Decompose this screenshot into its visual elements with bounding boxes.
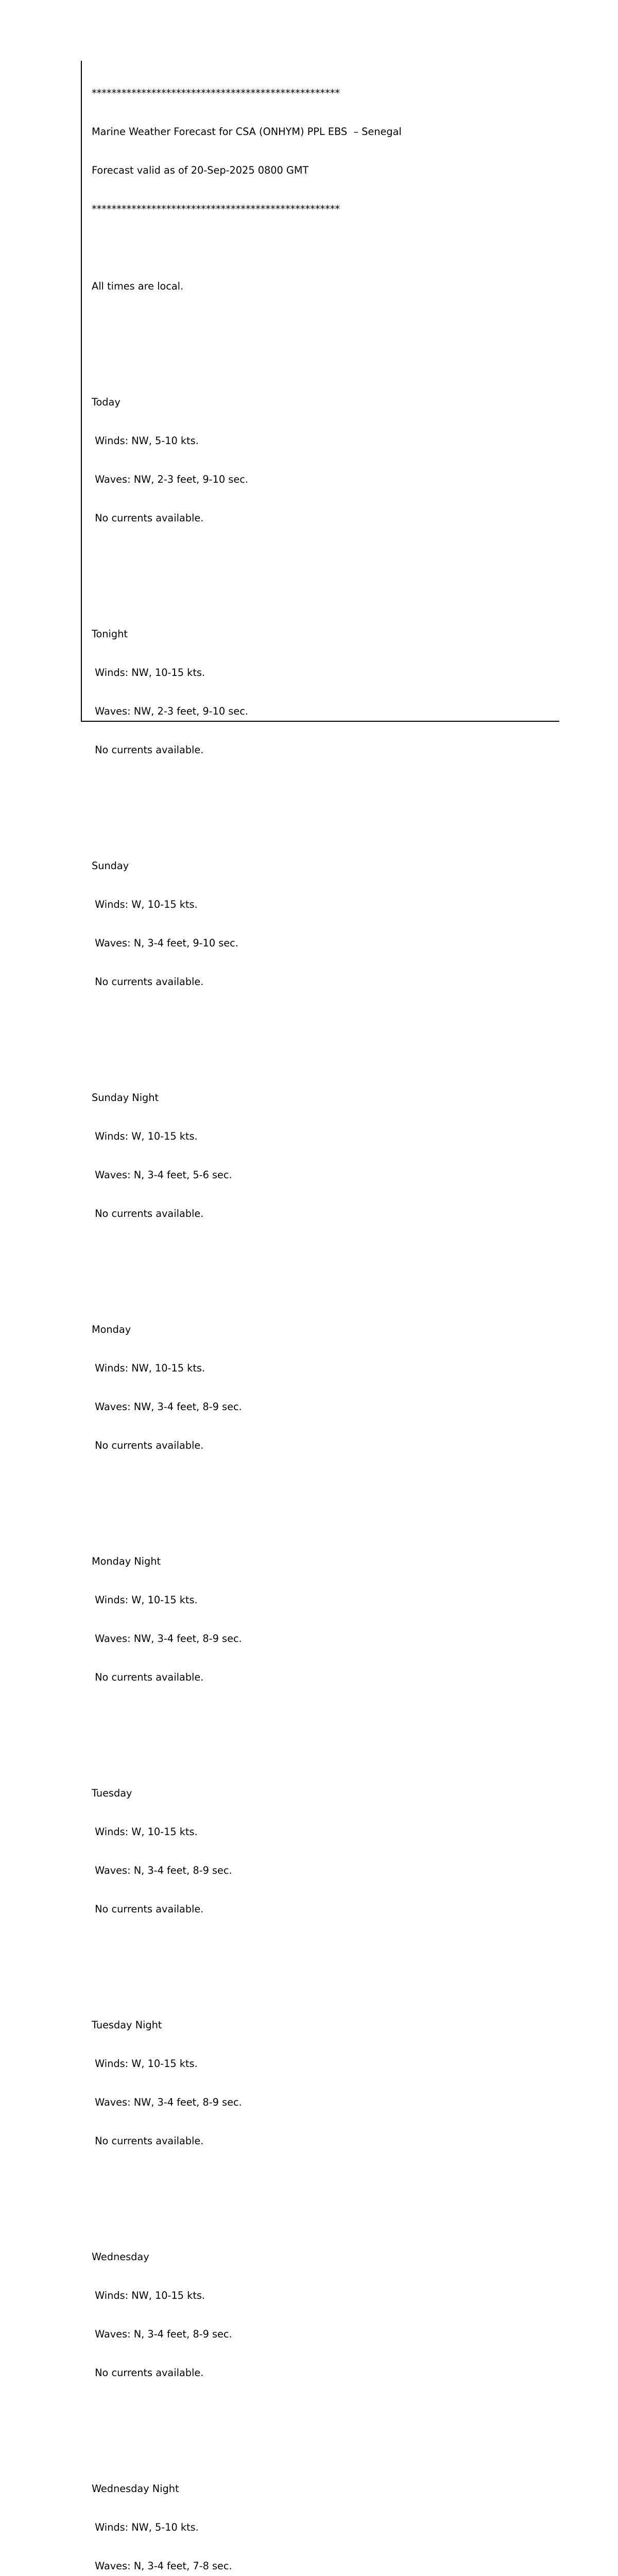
winds-line: Winds: NW, 10-15 kts. bbox=[92, 667, 205, 679]
section-title: Tuesday Night bbox=[92, 2019, 162, 2031]
forecast-section-wednesday bbox=[92, 2225, 402, 2405]
forecast-section-sunday bbox=[92, 834, 402, 1014]
section-title: Wednesday Night bbox=[92, 2483, 179, 2495]
valid-line: Forecast valid as of 20-Sep-2025 0800 GMT bbox=[92, 164, 309, 176]
waves-line: Waves: N, 3-4 feet, 7-8 sec. bbox=[92, 2560, 232, 2572]
waves-line: Waves: NW, 2-3 feet, 9-10 sec. bbox=[92, 473, 248, 485]
forecast-section-monday bbox=[92, 1297, 402, 1478]
section-title: Tuesday bbox=[92, 1787, 132, 1799]
winds-line: Winds: W, 10-15 kts. bbox=[92, 2058, 198, 2070]
waves-line: Waves: NW, 2-3 feet, 9-10 sec. bbox=[92, 705, 248, 717]
waves-line: Waves: NW, 3-4 feet, 8-9 sec. bbox=[92, 1401, 242, 1413]
times-note: All times are local. bbox=[92, 280, 184, 292]
section-title: Monday bbox=[92, 1324, 131, 1335]
waves-line: Waves: N, 3-4 feet, 8-9 sec. bbox=[92, 2328, 232, 2340]
winds-line: Winds: W, 10-15 kts. bbox=[92, 1594, 198, 1606]
section-title: Wednesday bbox=[92, 2251, 149, 2263]
currents-line: No currents available. bbox=[92, 1671, 204, 1683]
currents-line: No currents available. bbox=[92, 512, 204, 524]
winds-line: Winds: NW, 5-10 kts. bbox=[92, 2521, 199, 2533]
document-title: Marine Weather Forecast for CSA (ONHYM) PPL EBS – Senegal bbox=[92, 126, 402, 138]
divider-line: ************************************************** bbox=[92, 203, 340, 215]
winds-line: Winds: W, 10-15 kts. bbox=[92, 899, 198, 910]
winds-line: Winds: W, 10-15 kts. bbox=[92, 1130, 198, 1142]
blank-line bbox=[92, 241, 402, 254]
divider-line: ************************************************** bbox=[92, 87, 340, 99]
winds-line: Winds: NW, 10-15 kts. bbox=[92, 1362, 205, 1374]
waves-line: Waves: N, 3-4 feet, 9-10 sec. bbox=[92, 937, 238, 949]
section-title: Today bbox=[92, 396, 121, 408]
section-title: Monday Night bbox=[92, 1555, 161, 1567]
currents-line: No currents available. bbox=[92, 976, 204, 988]
winds-line: Winds: W, 10-15 kts. bbox=[92, 1826, 198, 1838]
currents-line: No currents available. bbox=[92, 1903, 204, 1915]
forecast-section-sunday-night bbox=[92, 1065, 402, 1246]
waves-line: Waves: NW, 3-4 feet, 8-9 sec. bbox=[92, 2096, 242, 2108]
currents-line: No currents available. bbox=[92, 2367, 204, 2379]
forecast-section-tuesday bbox=[92, 1761, 402, 1941]
winds-line: Winds: NW, 10-15 kts. bbox=[92, 2290, 205, 2301]
section-title: Sunday Night bbox=[92, 1092, 159, 1104]
forecast-section-wednesday-night bbox=[92, 2456, 402, 2576]
section-title: Tonight bbox=[92, 628, 128, 640]
currents-line: No currents available. bbox=[92, 744, 204, 756]
winds-line: Winds: NW, 5-10 kts. bbox=[92, 435, 199, 447]
waves-line: Waves: N, 3-4 feet, 5-6 sec. bbox=[92, 1169, 232, 1181]
waves-line: Waves: NW, 3-4 feet, 8-9 sec. bbox=[92, 1633, 242, 1645]
currents-line: No currents available. bbox=[92, 1208, 204, 1219]
forecast-section-tonight bbox=[92, 602, 402, 782]
forecast-section-today bbox=[92, 370, 402, 550]
blank-line bbox=[92, 318, 402, 331]
waves-line: Waves: N, 3-4 feet, 8-9 sec. bbox=[92, 1865, 232, 1876]
currents-line: No currents available. bbox=[92, 1439, 204, 1451]
forecast-document bbox=[92, 61, 402, 2576]
currents-line: No currents available. bbox=[92, 2135, 204, 2147]
forecast-section-monday-night bbox=[92, 1529, 402, 1709]
forecast-section-tuesday-night bbox=[92, 1993, 402, 2173]
section-title: Sunday bbox=[92, 860, 129, 872]
